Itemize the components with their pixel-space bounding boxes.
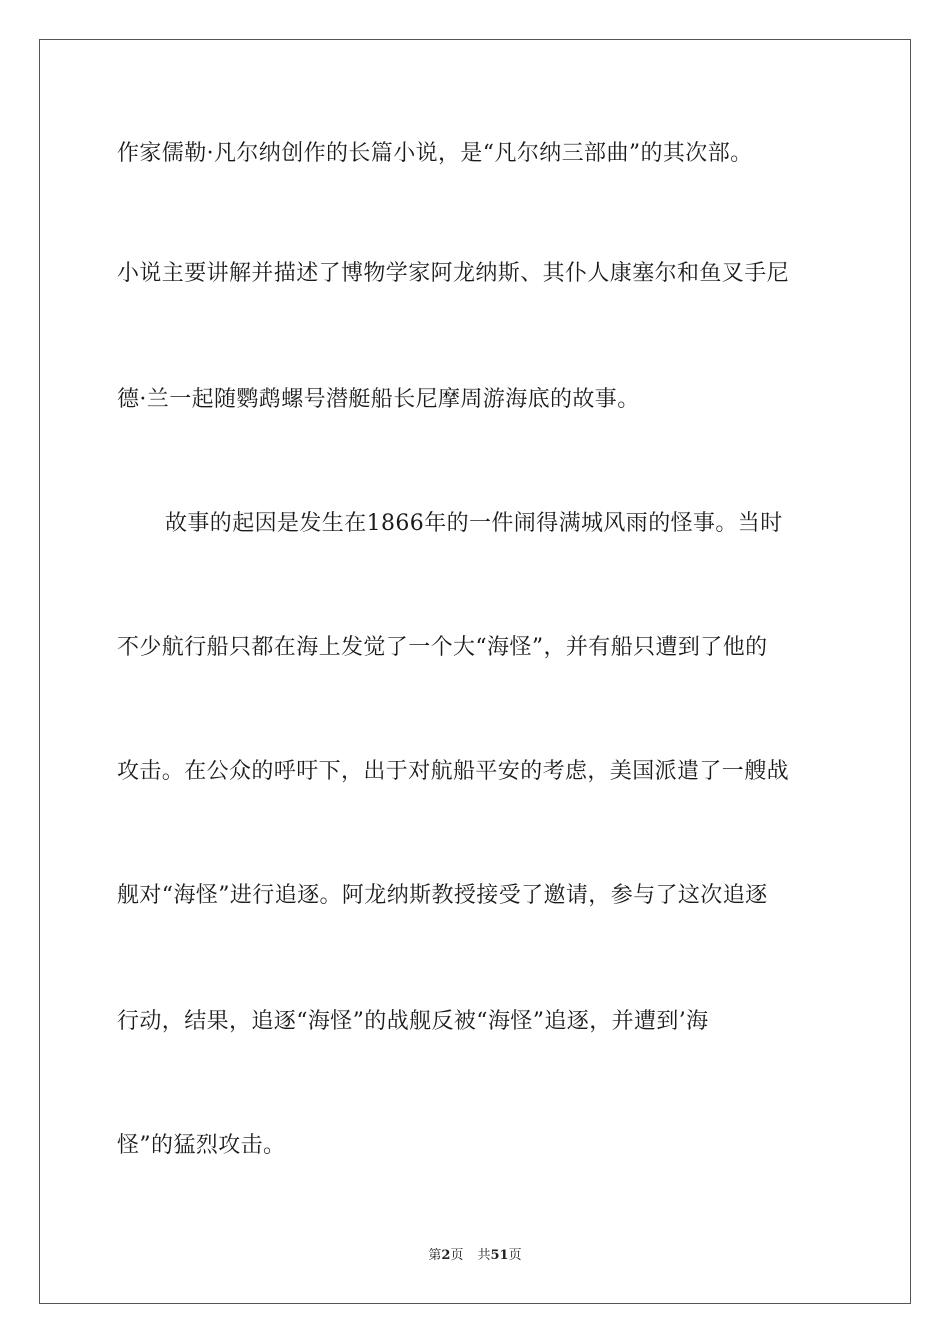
page-number: 2 <box>441 1248 451 1263</box>
total-suffix: 页 <box>508 1248 522 1263</box>
text-line-4-paragraph-start: 故事的起因是发生在1866年的一件闹得满城风雨的怪事。当时 <box>165 511 783 536</box>
page-suffix: 页 <box>450 1248 464 1263</box>
text-line-9: 怪”的猛烈攻击。 <box>117 1133 286 1158</box>
total-pages: 51 <box>490 1248 509 1263</box>
text-line-8: 行动，结果，追逐“海怪”的战舰反被“海怪”追逐，并遭到’海 <box>117 1009 709 1034</box>
page-border <box>39 39 911 1304</box>
total-prefix: 共 <box>477 1248 491 1263</box>
page-footer <box>0 1247 950 1265</box>
text-line-1: 作家儒勒·凡尔纳创作的长篇小说，是“凡尔纳三部曲”的其次部。 <box>117 141 753 166</box>
page-prefix: 第 <box>428 1248 442 1263</box>
text-line-3: 德·兰一起随鹦鹉螺号潜艇船长尼摩周游海底的故事。 <box>117 387 640 412</box>
text-line-7: 舰对“海怪”进行追逐。阿龙纳斯教授接受了邀请，参与了这次追逐 <box>117 883 768 908</box>
text-line-5: 不少航行船只都在海上发觉了一个大“海怪”，并有船只遭到了他的 <box>117 635 768 660</box>
text-line-2: 小说主要讲解并描述了博物学家阿龙纳斯、其仆人康塞尔和鱼叉手尼 <box>117 261 790 286</box>
text-line-6: 攻击。在公众的呼吁下，出于对航船平安的考虑，美国派遣了一艘战 <box>117 759 790 784</box>
